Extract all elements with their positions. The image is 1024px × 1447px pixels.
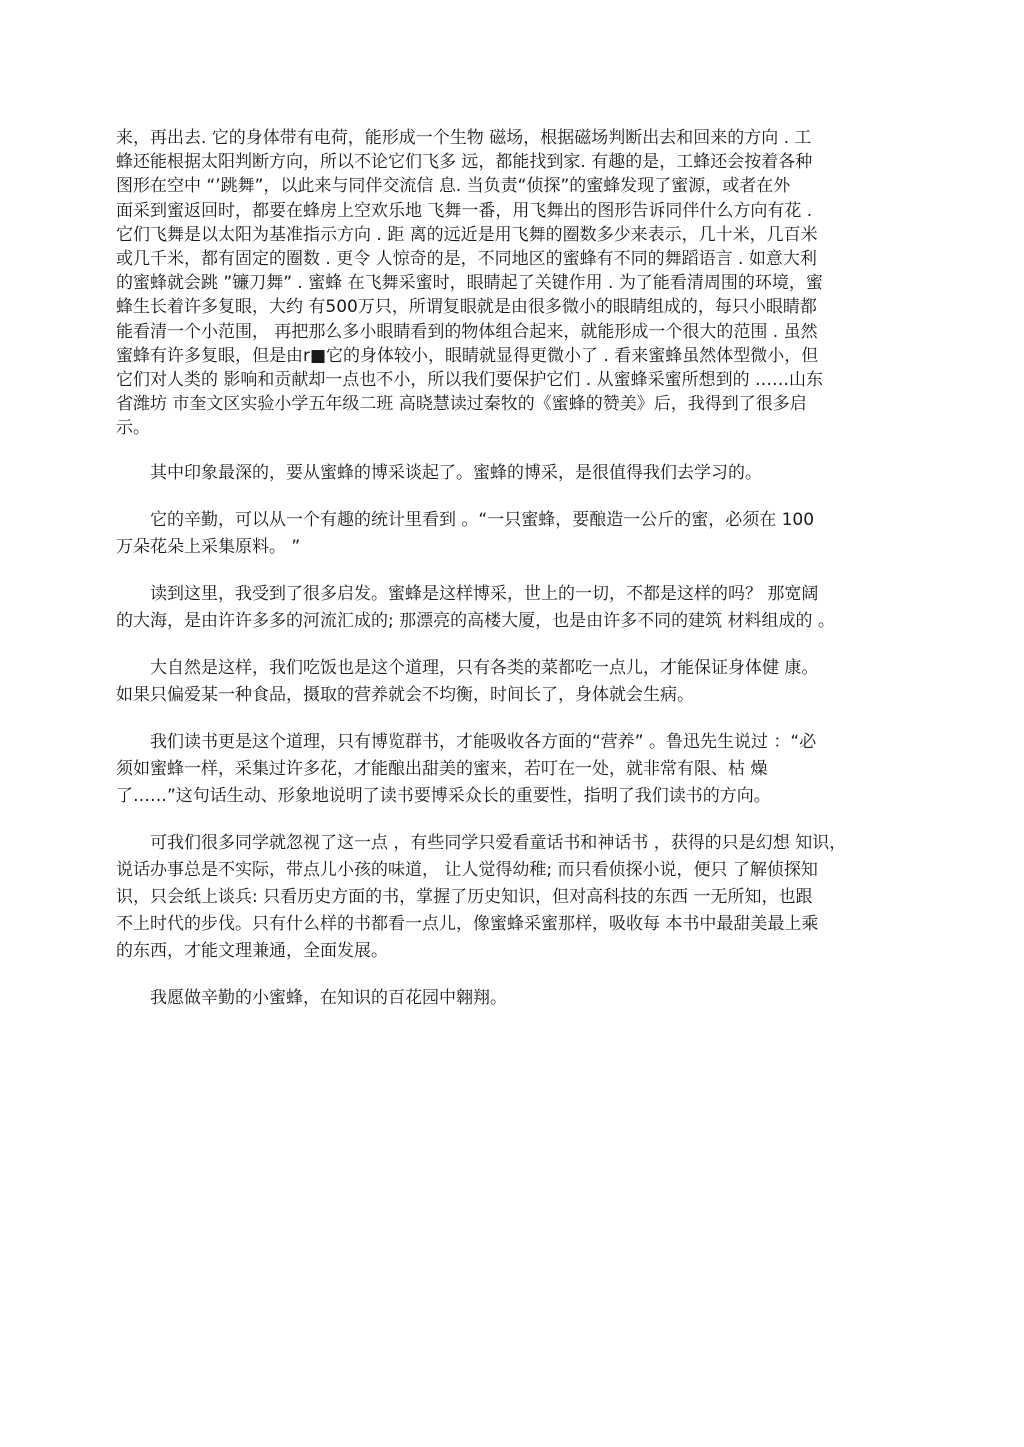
text-line: 能看清一个小范围， 再把那么多小眼睛看到的物体组合起来，就能形成一个很大的范围 . 虽然 bbox=[116, 321, 818, 342]
text-line: 万朵花朵上采集原料。 ” bbox=[116, 537, 301, 558]
paragraph-4 bbox=[116, 581, 916, 635]
text-line: 示。 bbox=[116, 418, 150, 439]
text-line: 的蜜蜂就会跳 ”镰刀舞” . 蜜蜂 在飞舞采蜜时，眼睛起了关键作用 . 为了能看清周围的环境，蜜 bbox=[116, 273, 823, 294]
text-line: 可我们很多同学就忽视了这一点 ，有些同学只爱看童话书和神话书 ，获得的只是幻想 知识， bbox=[150, 833, 847, 854]
text-line: 的东西，才能文理兼通，全面发展。 bbox=[116, 941, 388, 962]
text-line: 我们读书更是这个道理，只有博览群书，才能吸收各方面的“营养” 。鲁迅先生说过 ：“必 bbox=[150, 732, 817, 753]
document-page bbox=[116, 126, 916, 1012]
paragraph-7 bbox=[116, 830, 916, 965]
text-line: 蜜蜂有许多复眼，但是由r■它的身体较小，眼睛就显得更微小了 . 看来蜜蜂虽然体型微小，但 bbox=[116, 345, 819, 366]
text-line: 或几千米，都有固定的圈数 . 更令 人惊奇的是，不同地区的蜜蜂有不同的舞蹈语言 . 如意大利 bbox=[116, 248, 817, 269]
text-line: 识，只会纸上谈兵: 只看历史方面的书，掌握了历史知识，但对高科技的东西 一无所知，也跟 bbox=[116, 887, 813, 908]
text-line: 须如蜜蜂一样，采集过许多花，才能酿出甜美的蜜来，若叮在一处，就非常有限、枯 燥 bbox=[116, 759, 768, 780]
text-line: 了……”这句话生动、形象地说明了读书要博采众长的重要性，指明了我们读书的方向。 bbox=[116, 786, 771, 807]
text-line: 来，再出去. 它的身体带有电荷，能形成一个生物 磁场，根据磁场判断出去和回来的方向 . 工 bbox=[116, 128, 812, 148]
text-line: 不上时代的步伐。只有什么样的书都看一点儿，像蜜蜂采蜜那样，吸收每 本书中最甜美最上乘 bbox=[116, 914, 819, 935]
text-line: 大自然是这样，我们吃饭也是这个道理，只有各类的菜都吃一点儿，才能保证身体健 康。 bbox=[150, 658, 819, 679]
text-line: 它们飞舞是以太阳为基准指示方向 . 距 离的远近是用飞舞的圈数多少来表示，几十米，几百米 bbox=[116, 224, 818, 245]
paragraph-2 bbox=[116, 460, 916, 487]
text-line: 图形在空中 “’跳舞”，以此来与同伴交流信 息. 当负责“侦探”的蜜蜂发现了蜜源，或者在外 bbox=[116, 176, 791, 197]
text-line: 省潍坊 市奎文区实验小学五年级二班 高晓慧读过秦牧的《蜜蜂的赞美》后，我得到了很多启 bbox=[116, 394, 807, 415]
text-line: 读到这里，我受到了很多启发。蜜蜂是这样博采，世上的一切，不都是这样的吗？ 那宽阔 bbox=[150, 584, 819, 605]
text-line: 它的辛勤，可以从一个有趣的统计里看到 。“一只蜜蜂，要酿造一公斤的蜜，必须在 100 bbox=[150, 510, 815, 531]
text-line: 的大海，是由许许多多的河流汇成的; 那漂亮的高楼大厦，也是由许多不同的建筑 材料组成的 。 bbox=[116, 611, 835, 632]
paragraph-8 bbox=[116, 985, 916, 1012]
text-line: 我愿做辛勤的小蜜蜂，在知识的百花园中翱翔。 bbox=[150, 988, 507, 1009]
text-line: 其中印象最深的，要从蜜蜂的博采谈起了。蜜蜂的博采，是很值得我们去学习的。 bbox=[150, 463, 762, 484]
paragraph-6 bbox=[116, 729, 916, 810]
text-line: 如果只偏爱某一种食品，摄取的营养就会不均衡，时间长了，身体就会生病。 bbox=[116, 685, 694, 706]
text-line: 面采到蜜返回时，都要在蜂房上空欢乐地 飞舞一番，用飞舞出的图形告诉同伴什么方向有花 . bbox=[116, 200, 813, 221]
paragraph-5 bbox=[116, 655, 916, 709]
text-line: 蜂还能根据太阳判断方向，所以不论它们飞多 远，都能找到家. 有趣的是，工蜂还会按着各种 bbox=[116, 152, 813, 173]
paragraph-3 bbox=[116, 507, 916, 561]
text-line: 说话办事总是不实际，带点儿小孩的味道， 让人觉得幼稚; 而只看侦探小说，便只 了解侦探知 bbox=[116, 860, 818, 881]
text-line: 蜂生长着许多复眼，大约 有500万只，所谓复眼就是由很多微小的眼睛组成的，每只小眼睛都 bbox=[116, 297, 817, 318]
paragraph-1 bbox=[116, 126, 916, 440]
text-line: 它们对人类的 影响和贡献却一点也不小，所以我们要保护它们 . 从蜜蜂采蜜所想到的 ……山东 bbox=[116, 369, 824, 390]
